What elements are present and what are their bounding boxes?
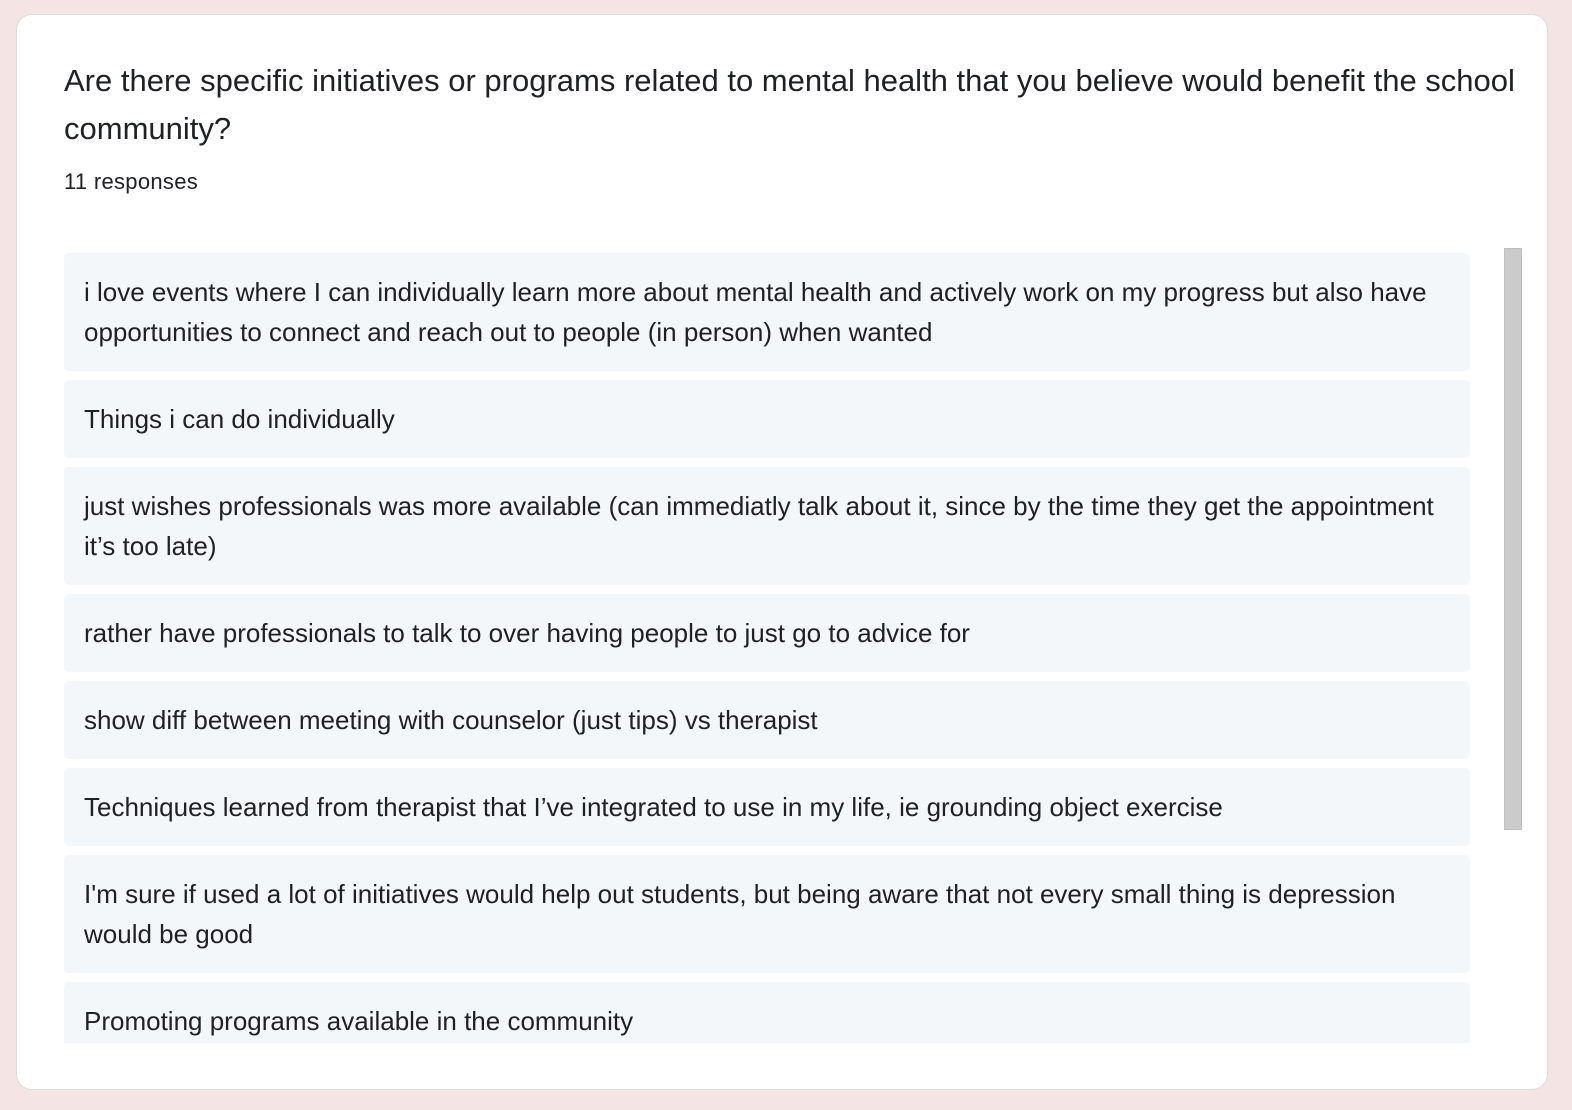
response-item: I'm sure if used a lot of initiatives would help out students, but being aware that not every small thing is depression would be good — [64, 855, 1470, 973]
response-count: 11 responses — [64, 169, 199, 194]
response-item: just wishes professionals was more available (can immediatly talk about it, since by the time they get the appointment it’s too late) — [64, 467, 1470, 585]
response-item: i love events where I can individually learn more about mental health and actively work on my progress but also have opportunities to connect and reach out to people (in person) when wanted — [64, 253, 1470, 371]
responses-list[interactable] — [64, 253, 1470, 1043]
response-item: Things i can do individually — [64, 380, 1470, 458]
response-item: show diff between meeting with counselor (just tips) vs therapist — [64, 681, 1470, 759]
responses-scrollbar[interactable] — [1504, 248, 1522, 830]
question-card — [16, 14, 1548, 1090]
response-item: Techniques learned from therapist that I’ve integrated to use in my life, ie grounding object exercise — [64, 768, 1470, 846]
question-title: Are there specific initiatives or programs related to mental health that you believe would benefit the school community? — [64, 63, 1515, 146]
response-item: rather have professionals to talk to over having people to just go to advice for — [64, 594, 1470, 672]
scrollbar-thumb[interactable] — [1504, 248, 1522, 830]
response-item: Promoting programs available in the community — [64, 982, 1470, 1043]
